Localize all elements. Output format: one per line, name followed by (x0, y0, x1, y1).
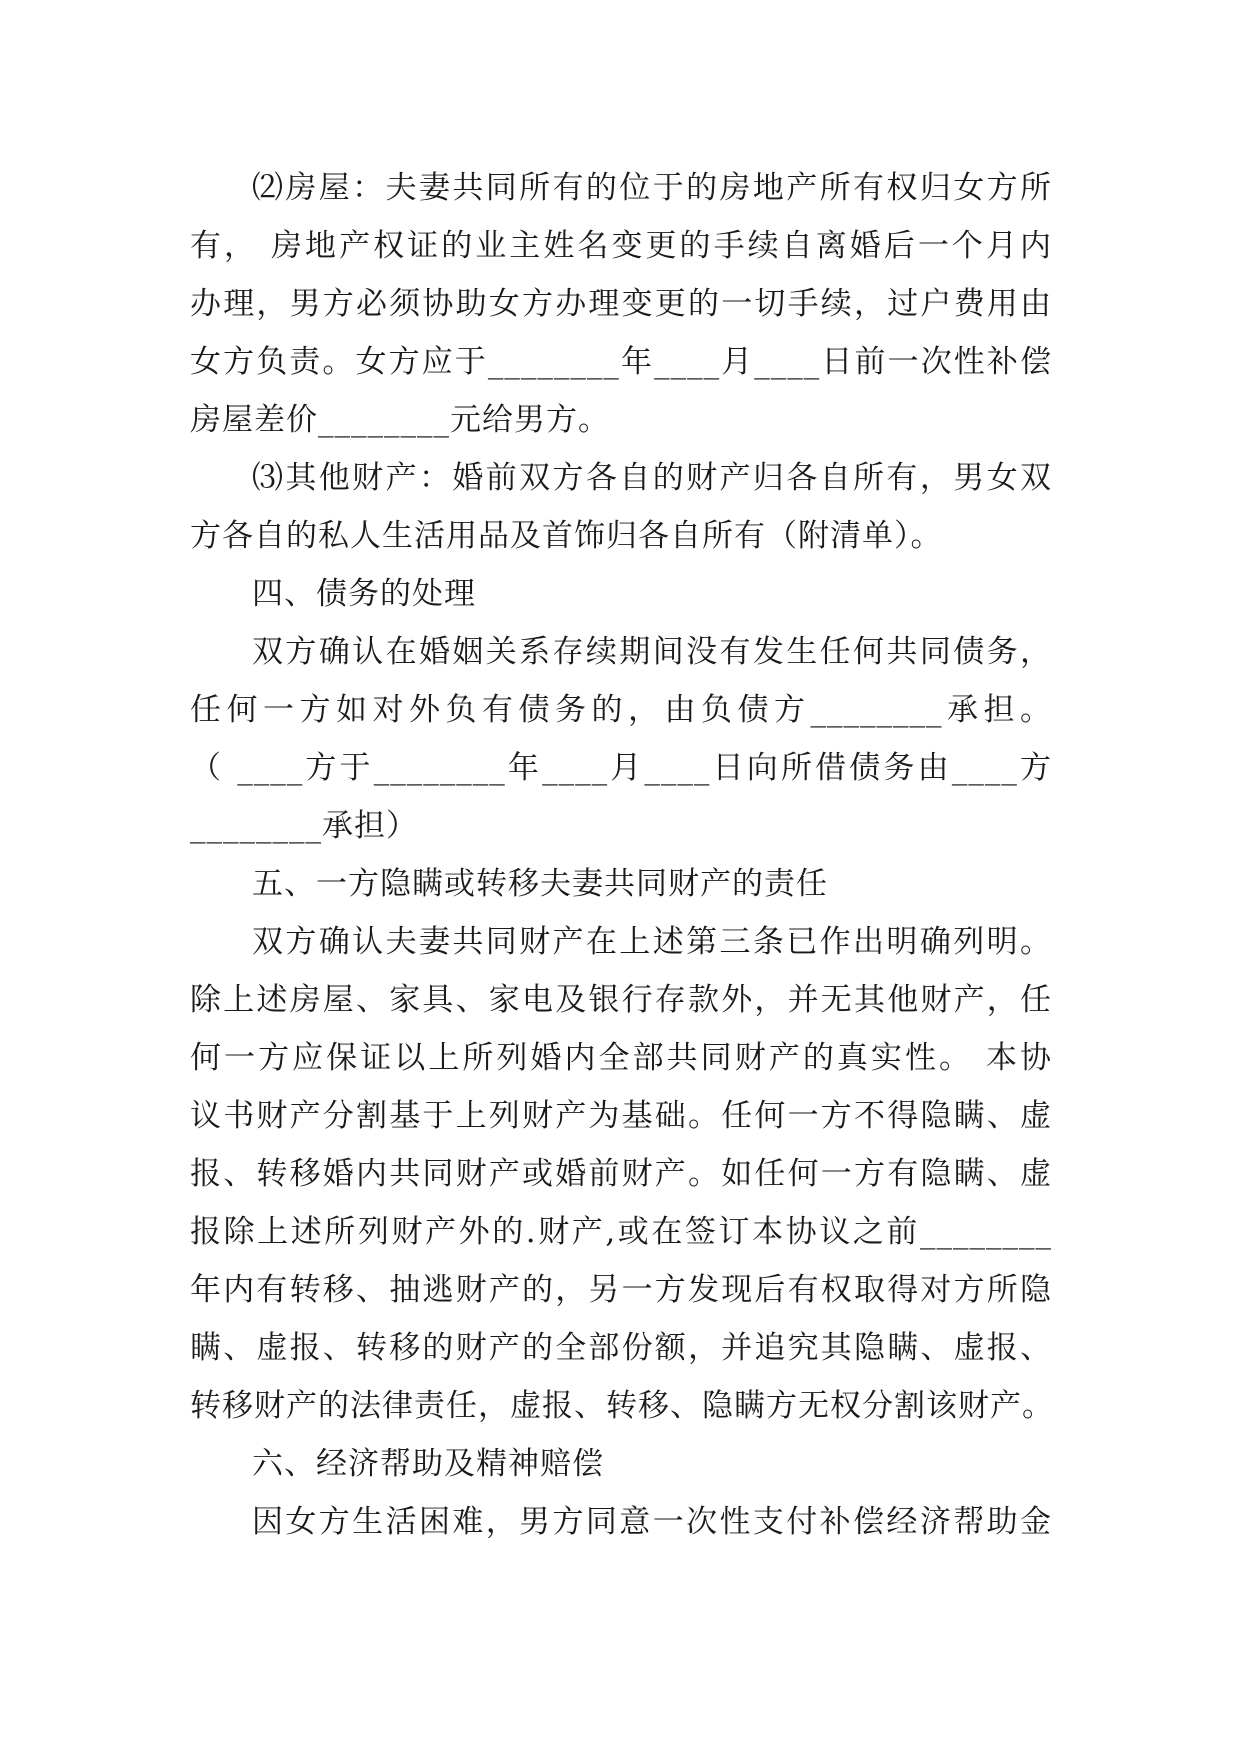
text-line: 双方确认夫妻共同财产在上述第三条已作出明确列明。 (252, 924, 1052, 960)
text-line: ________承担） (190, 808, 418, 844)
text-line: 何一方应保证以上所列婚内全部共同财产的真实性。 本协 (190, 1040, 1052, 1076)
text-line: 议书财产分割基于上列财产为基础。任何一方不得隐瞒、虚 (190, 1098, 1052, 1134)
text-line: 因女方生活困难，男方同意一次性支付补偿经济帮助金 (252, 1504, 1052, 1540)
text-line: ⑵房屋：夫妻共同所有的位于的房地产所有权归女方所 (252, 170, 1052, 206)
text-line: 除上述房屋、家具、家电及银行存款外，并无其他财产，任 (190, 982, 1052, 1018)
text-line: 报、转移婚内共同财产或婚前财产。如任何一方有隐瞒、虚 (190, 1156, 1052, 1192)
section-heading: 六、经济帮助及精神赔偿 (252, 1446, 604, 1482)
text-line: 瞒、虚报、转移的财产的全部份额，并追究其隐瞒、虚报、 (190, 1330, 1052, 1366)
text-line: ⑶其他财产：婚前双方各自的财产归各自所有，男女双 (252, 460, 1052, 496)
section-heading: 五、一方隐瞒或转移夫妻共同财产的责任 (252, 866, 828, 902)
section-heading: 四、债务的处理 (252, 576, 476, 612)
text-line: （ ____方于________年____月____日向所借债务由____方 (190, 750, 1052, 786)
text-line: 方各自的私人生活用品及首饰归各自所有（附清单）。 (190, 518, 943, 554)
text-line: 双方确认在婚姻关系存续期间没有发生任何共同债务， (252, 634, 1052, 670)
text-line: 有， 房地产权证的业主姓名变更的手续自离婚后一个月内 (190, 228, 1052, 264)
text-line: 任何一方如对外负有债务的，由负债方________承担。 (190, 692, 1052, 728)
text-line: 转移财产的法律责任，虚报、转移、隐瞒方无权分割该财产。 (190, 1388, 1054, 1424)
text-line: 年内有转移、抽逃财产的，另一方发现后有权取得对方所隐 (190, 1272, 1052, 1308)
text-line: 办理，男方必须协助女方办理变更的一切手续，过户费用由 (190, 286, 1052, 322)
text-line: 女方负责。女方应于________年____月____日前一次性补偿 (190, 344, 1052, 380)
text-line: 报除上述所列财产外的.财产,或在签订本协议之前________ (190, 1214, 1052, 1250)
text-line: 房屋差价________元给男方。 (190, 402, 610, 438)
